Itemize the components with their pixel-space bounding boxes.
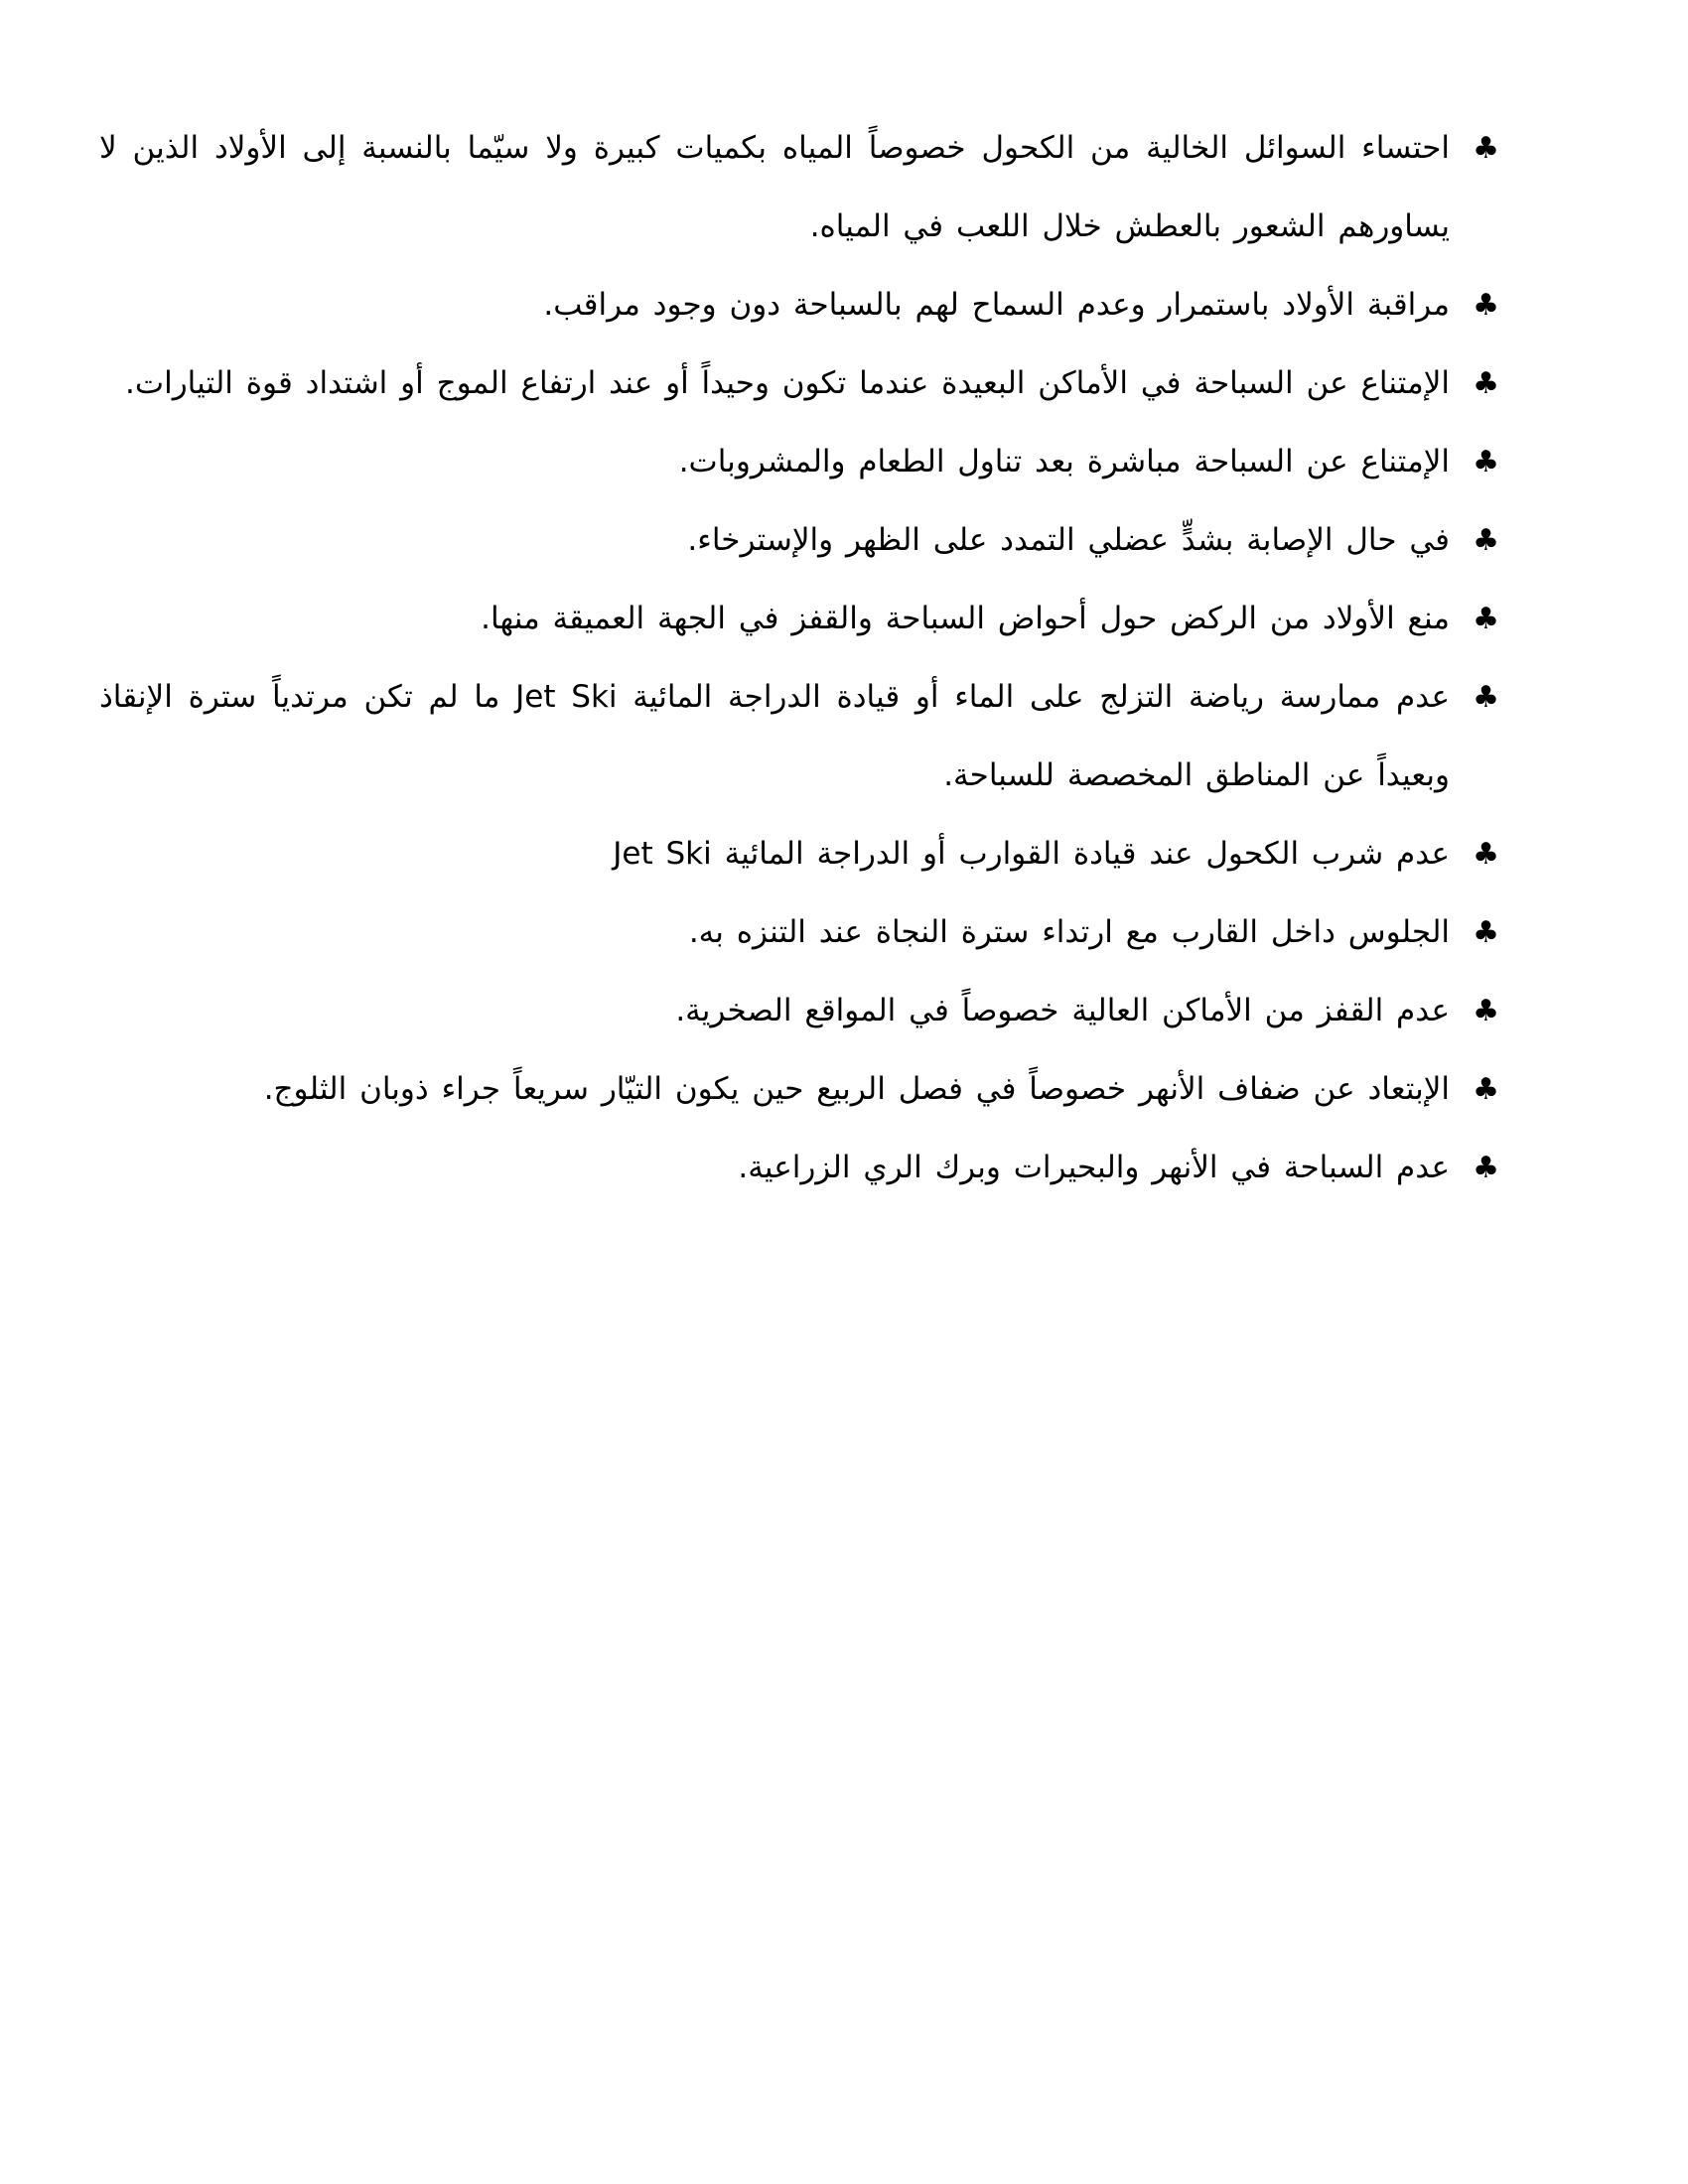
list-item [99, 893, 1499, 972]
list-item-text: عدم السباحة في الأنهر والبحيرات وبرك الري الزراعية. [738, 1150, 1450, 1185]
list-item [99, 423, 1499, 501]
club-bullet-icon: ♣ [1473, 837, 1499, 872]
list-item [99, 972, 1499, 1050]
list-item [99, 580, 1499, 658]
club-bullet-icon: ♣ [1473, 602, 1499, 636]
list-item-text: في حال الإصابة بشدٍّ عضلي التمدد على الظهر والإسترخاء. [687, 522, 1450, 558]
list-item-text: منع الأولاد من الركض حول أحواض السباحة والقفز في الجهة العميقة منها. [481, 601, 1450, 636]
list-item-text: عدم شرب الكحول عند قيادة القوارب أو الدراجة المائية Jet Ski [613, 836, 1450, 872]
list-item-text: عدم ممارسة رياضة التزلج على الماء أو قيادة الدراجة المائية Jet Ski ما لم تكن مرتدياً سترة الإنقاذ وبعيداً عن المناطق المخصصة للسباحة. [99, 679, 1450, 793]
list-item-text: مراقبة الأولاد باستمرار وعدم السماح لهم بالسباحة دون وجود مراقب. [543, 287, 1450, 323]
club-bullet-icon: ♣ [1473, 994, 1499, 1028]
club-bullet-icon: ♣ [1473, 1072, 1499, 1107]
list-item [99, 344, 1499, 423]
club-bullet-icon: ♣ [1473, 1151, 1499, 1185]
club-bullet-icon: ♣ [1473, 288, 1499, 323]
club-bullet-icon: ♣ [1473, 915, 1499, 950]
list-item [99, 266, 1499, 344]
club-bullet-icon: ♣ [1473, 445, 1499, 479]
list-item [99, 109, 1499, 266]
list-item [99, 658, 1499, 815]
list-item-text: الإمتناع عن السباحة مباشرة بعد تناول الطعام والمشروبات. [678, 444, 1450, 479]
club-bullet-icon: ♣ [1473, 523, 1499, 558]
list-item-text: احتساء السوائل الخالية من الكحول خصوصاً المياه بكميات كبيرة ولا سيّما بالنسبة إلى الأولاد الذين لا يساورهم الشعور بالعطش خلال اللعب في المياه. [99, 130, 1450, 244]
list-item [99, 1129, 1499, 1207]
list-item-text: عدم القفز من الأماكن العالية خصوصاً في المواقع الصخرية. [675, 993, 1450, 1028]
list-item [99, 501, 1499, 580]
list-item [99, 815, 1499, 893]
club-bullet-icon: ♣ [1473, 680, 1499, 715]
list-item-text: الإبتعاد عن ضفاف الأنهر خصوصاً في فصل الربيع حين يكون التيّار سريعاً جراء ذوبان الثلوج. [263, 1071, 1450, 1107]
list-item-text: الإمتناع عن السباحة في الأماكن البعيدة عندما تكون وحيداً أو عند ارتفاع الموج أو اشتداد قوة التيارات. [125, 365, 1450, 401]
club-bullet-icon: ♣ [1473, 366, 1499, 401]
list-item [99, 1050, 1499, 1129]
club-bullet-icon: ♣ [1473, 131, 1499, 166]
list-item-text: الجلوس داخل القارب مع ارتداء سترة النجاة عند التنزه به. [688, 914, 1450, 950]
safety-tips-list [99, 109, 1499, 1207]
